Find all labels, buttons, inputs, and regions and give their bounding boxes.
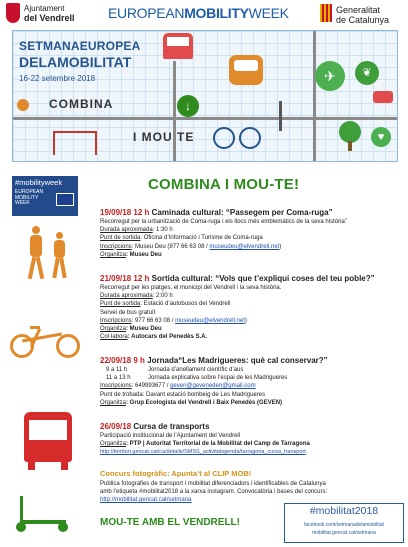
punt-value: : Davant estació bombeig de Les Madrigueres — [142, 391, 266, 398]
org-label: Organitza — [100, 326, 127, 333]
email-link[interactable]: museudeu@elvendrell.net — [209, 243, 280, 250]
event-heading — [100, 274, 400, 284]
setmana-link[interactable]: mobilitat.gencat.cat/setmana — [312, 530, 376, 536]
org-value: : Museu Deu — [126, 251, 162, 258]
punt-label: Punt de trobada — [100, 391, 143, 398]
insc-end: ) — [279, 243, 282, 250]
col-value: : Autocars del Penedès S.A. — [127, 334, 208, 341]
mobilitat-hashtag-box — [284, 503, 404, 543]
bus-icon — [24, 412, 72, 470]
train-icon — [229, 55, 263, 85]
punt-label: Punt de sortida — [100, 301, 141, 308]
event-item — [100, 274, 400, 341]
org-value: : PTP | Autoritat Territorial de la Mobilitat del Camp de Tarragona — [126, 441, 310, 448]
event-organitza — [100, 399, 400, 407]
event-title: Sortida cultural: “Vols que t’expliqui coses del teu poble?” — [151, 274, 375, 283]
concurs-body — [100, 480, 400, 504]
main-title: COMBINA I MOU-TE! — [148, 176, 300, 193]
punt-value: : Estació d’autobusos del Vendrell — [140, 301, 231, 308]
heart-icon: ♥ — [371, 127, 391, 147]
emw-word-european: EUROPEAN — [108, 5, 185, 21]
ajuntament-line2: del Vendrell — [24, 13, 75, 23]
banner-dates: 16-22 setembre 2018 — [19, 74, 96, 83]
concurs-title: Concurs fotogràfic: Apunta’t al CLIP MOB! — [100, 469, 252, 478]
facebook-link[interactable]: facebook.com/setmanadelamobilitat — [304, 522, 384, 528]
vendrell-crest-icon — [6, 3, 20, 23]
generalitat-line1: Generalitat — [336, 5, 381, 15]
event-heading — [100, 422, 400, 432]
mobilityweek-sub — [15, 190, 43, 207]
eu-flag-icon — [56, 193, 74, 206]
insc-text: : 649993677 / — [131, 383, 171, 390]
event-url — [100, 448, 400, 456]
col-label: Col·labora — [100, 334, 128, 341]
insc-end: ) — [244, 317, 247, 324]
mobilityweek-sub2: MOBILITY — [15, 194, 39, 201]
swing-icon — [53, 131, 97, 155]
event-punt — [100, 234, 400, 242]
event-desc: Participació institucional de l’Ajuntament del Vendrell — [100, 433, 241, 439]
concurs-url-link[interactable]: http://mobilitat.gencat.cat/setmana — [100, 497, 192, 503]
sched-time: 11 a 13 h — [106, 375, 131, 382]
road-vertical-1 — [173, 61, 176, 161]
event-url-link[interactable]: http://territori.gencat.cat/ca/detalls/SMSS_activitatsgenda/tarragona_cursa_transport — [100, 449, 306, 456]
generalitat-line2: de Catalunya — [336, 15, 390, 25]
bicycle-wheel-icon — [213, 127, 235, 149]
tree-trunk-icon — [348, 141, 352, 151]
event-inscripcions — [100, 382, 400, 390]
signpost-icon — [279, 101, 282, 131]
location-pin-icon — [17, 99, 29, 111]
tree-icon — [339, 121, 361, 143]
mobilityweek-hashtag: #mobilityweek — [15, 178, 63, 187]
event-time: 9 h — [133, 356, 145, 365]
banner-title-line1: SETMANAEUROPEA — [19, 39, 141, 53]
road-vertical-2 — [313, 31, 316, 161]
generalitat-logo — [320, 4, 406, 26]
punt-value: : Oficina d’Informació i Turisme de Coma-ruga — [140, 235, 263, 242]
concurs-body-line2: amb l’etiqueta #mobilitat2018 a la xarxa instagram. Convocatòria i bases del concurs: — [100, 489, 328, 495]
plane-icon: ✈ — [315, 61, 345, 91]
concurs-body-line1: Publica fotografies de transport i mobilitat diferenciadors i identificables de Catalunya — [100, 481, 326, 487]
event-title: Jornada“Les Madrigueres: què cal conservar?” — [147, 356, 328, 365]
insc-label: Inscripcions — [100, 383, 132, 390]
bicycle-wheel-icon — [239, 127, 261, 149]
org-value: : Grup Ecologista del Vendrell i Baix Penedès (GEVEN) — [126, 399, 283, 406]
sched-text: Jornada explicativa sobre l’espai de les Madrigueres — [148, 375, 288, 382]
email-link[interactable]: museudeu@elvendrell.net — [175, 317, 245, 324]
org-label: Organitza — [100, 441, 127, 448]
event-collabora — [100, 333, 400, 341]
email-link[interactable]: geven@geveneden@gmail.com — [170, 383, 256, 390]
sched-time: 9 a 11 h — [106, 367, 128, 373]
european-mobility-week-logo — [108, 5, 289, 21]
ajuntament-line1: Ajuntament — [24, 4, 65, 13]
mobilityweek-badge — [12, 176, 78, 216]
arrow-down-icon: ↓ — [177, 95, 199, 117]
mobilitat-hashtag: #mobilitat2018 — [309, 505, 379, 517]
event-schedule-2 — [100, 374, 400, 382]
event-durada — [100, 292, 400, 300]
ajuntament-logo — [6, 3, 116, 25]
emw-word-mobility: MOBILITY — [184, 5, 249, 21]
event-punt — [100, 391, 400, 399]
insc-text: : Museu Deu (977 66 63 08 / — [131, 243, 210, 250]
org-label: Organitza — [100, 399, 127, 406]
event-schedule-1 — [100, 366, 400, 374]
event-item — [100, 422, 400, 457]
insc-text: : 977 66 63 08 / — [131, 317, 176, 324]
event-item — [100, 356, 400, 407]
event-organitza — [100, 251, 400, 259]
walking-people-icon — [18, 224, 78, 282]
insc-label: Inscripcions — [100, 317, 132, 324]
event-durada — [100, 226, 400, 234]
org-label: Organitza — [100, 251, 127, 258]
mobilityweek-sub1: EUROPEAN — [15, 189, 44, 195]
event-heading — [100, 356, 400, 366]
org-value: : Museu Deu — [126, 326, 162, 333]
insc-label: Inscripcions — [100, 243, 132, 250]
event-time: 12 h — [133, 274, 150, 283]
event-title: Cursa de transports — [133, 422, 210, 431]
event-time: 12 h — [133, 208, 150, 217]
mobility-week-banner — [12, 30, 398, 162]
event-date: 22/09/18 — [100, 356, 132, 365]
event-date: 21/09/18 — [100, 274, 132, 283]
kick-scooter-icon — [14, 492, 74, 532]
mobilityweek-sub3: WEEK — [15, 200, 30, 206]
event-heading — [100, 208, 400, 218]
durada-label: Durada aproximada — [100, 293, 153, 300]
event-extra: Servei de bus gratuït — [100, 309, 156, 316]
banner-title-line2: DELAMOBILITAT — [19, 54, 132, 70]
event-organitza — [100, 325, 400, 333]
event-inscripcions — [100, 243, 400, 251]
leaf-icon: ❦ — [355, 61, 379, 85]
banner-word-combina: COMBINA — [49, 97, 114, 111]
event-inscripcions — [100, 317, 400, 325]
road-horizontal — [13, 117, 397, 120]
durada-value: : 1:30 h — [152, 227, 173, 234]
sched-text: Jornada d’anellament científic d’aus — [148, 367, 244, 373]
punt-label: Punt de sortida — [100, 235, 141, 242]
footer-slogan: MOU-TE AMB EL VENDRELL! — [100, 517, 240, 528]
event-date: 26/09/18 — [100, 422, 132, 431]
bus-icon — [163, 33, 193, 59]
event-desc: Recorregut per la urbanització de Coma-ruga i els llocs més emblemàtics de la seva història” — [100, 219, 347, 225]
event-organitza — [100, 440, 400, 448]
bicycle-icon — [10, 322, 84, 362]
event-desc: Recorregut per les platges, el municipi del Vendrell i la seva història. — [100, 285, 282, 291]
event-title: Caminada cultural: “Passegem per Coma-ruga” — [151, 208, 333, 217]
event-punt — [100, 300, 400, 308]
emw-word-week: WEEK — [248, 5, 289, 21]
catalan-flag-icon — [320, 4, 332, 22]
durada-label: Durada aproximada — [100, 227, 153, 234]
durada-value: : 2:00 h — [152, 293, 173, 300]
event-date: 19/09/18 — [100, 208, 132, 217]
event-item — [100, 208, 400, 259]
car-icon — [373, 91, 393, 103]
banner-word-moute: I MOU TE — [133, 130, 195, 144]
